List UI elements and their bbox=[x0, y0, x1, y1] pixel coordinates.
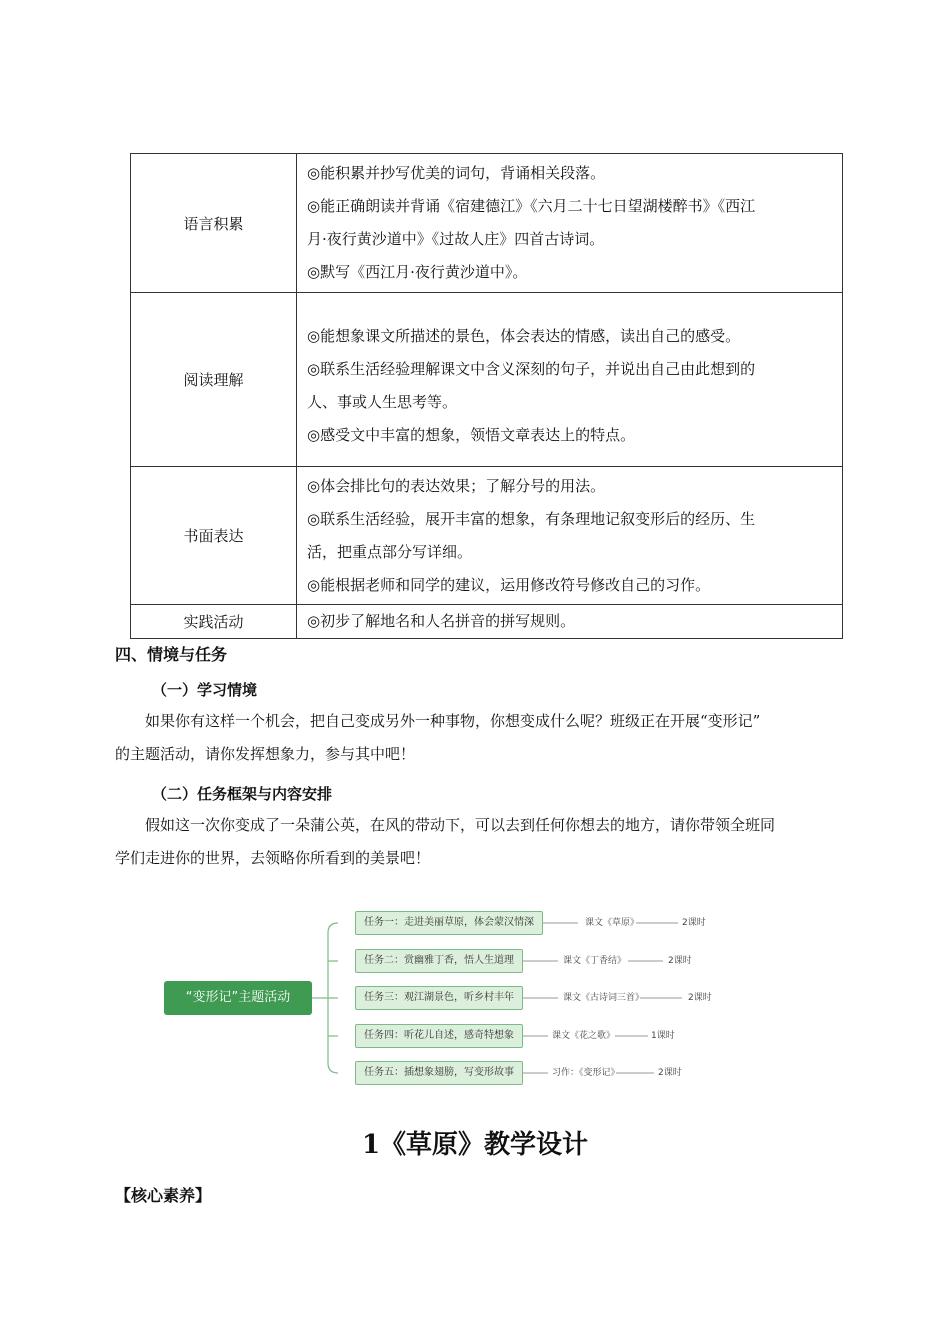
mindmap-hours: 2课时 bbox=[688, 993, 712, 1003]
mindmap-hours: 2课时 bbox=[682, 918, 706, 928]
goal-items bbox=[297, 154, 843, 293]
mindmap-lesson: 习作：《变形记》 bbox=[552, 1068, 620, 1078]
core-literacy-heading: 【核心素养】 bbox=[115, 1186, 212, 1205]
mindmap-hours: 2课时 bbox=[658, 1068, 682, 1078]
goal-line: ◎体会排比句的表达效果；了解分号的用法。 bbox=[307, 476, 606, 495]
mindmap-hours: 2课时 bbox=[668, 956, 692, 966]
goal-category: 阅读理解 bbox=[131, 293, 297, 467]
goal-category: 实践活动 bbox=[131, 605, 297, 639]
goal-line: 月·夜行黄沙道中》《过故人庄》四首古诗词。 bbox=[307, 230, 605, 248]
goal-items bbox=[297, 605, 843, 639]
section-heading: 四、情境与任务 bbox=[115, 645, 228, 664]
goal-line: 人、事或人生思考等。 bbox=[307, 392, 458, 411]
paragraph-line: 假如这一次你变成了一朵蒲公英，在风的带动下，可以去到任何你想去的地方，请你带领全班同 bbox=[145, 816, 776, 834]
mindmap-task: 任务二：赏幽雅丁香，悟人生道理 bbox=[355, 949, 523, 973]
goal-items bbox=[297, 293, 843, 467]
goal-category: 书面表达 bbox=[131, 467, 297, 605]
goal-line: ◎初步了解地名和人名拼音的拼写规则。 bbox=[307, 612, 576, 630]
goal-line: 活，把重点部分写详细。 bbox=[307, 542, 473, 561]
goals-table bbox=[130, 153, 843, 639]
goals-row bbox=[131, 293, 843, 467]
paragraph-line: 如果你有这样一个机会，把自己变成另外一种事物，你想变成什么呢？班级正在开展“变形记” bbox=[145, 712, 761, 730]
goal-line: ◎联系生活经验理解课文中含义深刻的句子，并说出自己由此想到的 bbox=[307, 359, 756, 378]
goal-line: ◎能积累并抄写优美的词句，背诵相关段落。 bbox=[307, 164, 606, 182]
mindmap-task: 任务四：听花儿自述，感奇特想象 bbox=[355, 1024, 523, 1048]
goal-line: ◎默写《西江月·夜行黄沙道中》。 bbox=[307, 263, 528, 281]
mindmap-hours: 1课时 bbox=[651, 1031, 675, 1041]
paragraph-line: 学们走进你的世界，去领略你所看到的美景吧！ bbox=[115, 849, 431, 867]
goal-line: ◎能正确朗读并背诵《宿建德江》《六月二十七日望湖楼醉书》《西江 bbox=[307, 197, 756, 215]
goal-line: ◎感受文中丰富的想象，领悟文章表达上的特点。 bbox=[307, 425, 636, 444]
task-mindmap bbox=[160, 905, 720, 1085]
goal-line: ◎能根据老师和同学的建议，运用修改符号修改自己的习作。 bbox=[307, 575, 711, 594]
goals-row bbox=[131, 605, 843, 639]
goal-items bbox=[297, 467, 843, 605]
sub-heading-learning-context: （一）学习情境 bbox=[152, 681, 258, 699]
mindmap-lesson: 课文《古诗词三首》 bbox=[563, 993, 645, 1003]
mindmap-task: 任务三：观江湖景色，听乡村丰年 bbox=[355, 986, 523, 1010]
mindmap-lesson: 课文《草原》 bbox=[585, 918, 640, 928]
sub-heading-task-framework: （二）任务框架与内容安排 bbox=[152, 785, 333, 803]
goal-line: ◎能想象课文所描述的景色，体会表达的情感，读出自己的感受。 bbox=[307, 326, 741, 345]
goal-line: ◎联系生活经验，展开丰富的想象，有条理地记叙变形后的经历、生 bbox=[307, 509, 756, 528]
mindmap-lesson: 课文《花之歌》 bbox=[552, 1031, 616, 1041]
mindmap-root: “变形记”主题活动 bbox=[164, 981, 312, 1015]
task-framework-paragraph bbox=[115, 809, 860, 875]
goals-row bbox=[131, 467, 843, 605]
paragraph-line: 的主题活动，请你发挥想象力，参与其中吧！ bbox=[115, 745, 416, 763]
mindmap-lesson: 课文《丁香结》 bbox=[563, 956, 627, 966]
learning-context-paragraph bbox=[115, 705, 860, 771]
goal-category: 语言积累 bbox=[131, 154, 297, 293]
mindmap-task: 任务一：走进美丽草原，体会蒙汉情深 bbox=[355, 911, 543, 935]
document-title: 1《草原》教学设计 bbox=[361, 1130, 589, 1160]
goals-row bbox=[131, 154, 843, 293]
mindmap-task: 任务五：插想象翅膀，写变形故事 bbox=[355, 1061, 523, 1085]
